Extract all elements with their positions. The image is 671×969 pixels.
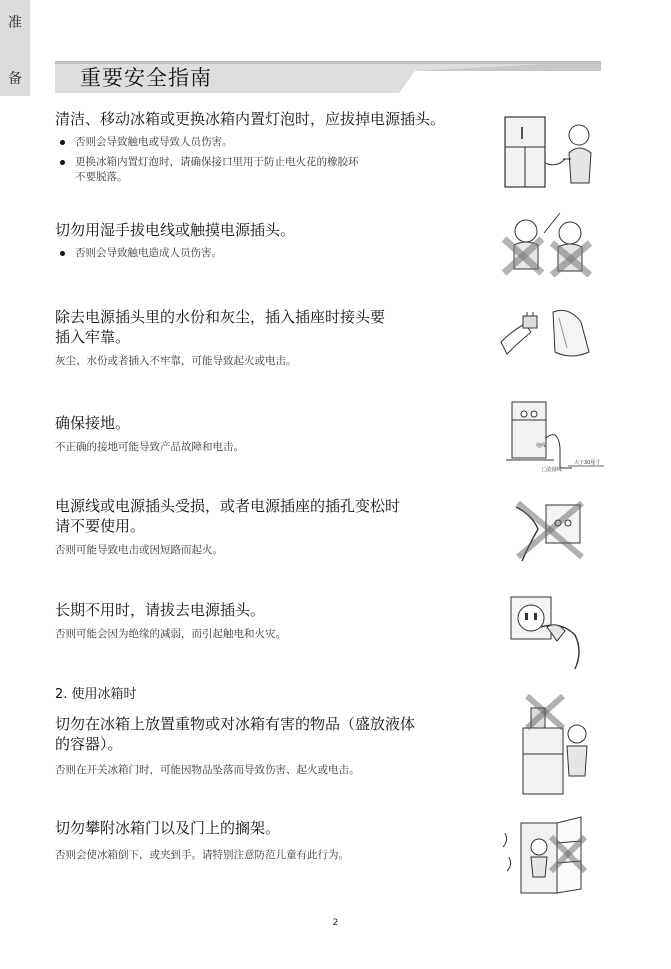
section-title: 除去电源插头里的水份和灰尘，插入插座时接头要 [55, 308, 386, 326]
subsection-heading: 2. 使用冰箱时 [55, 687, 137, 702]
page-number: 2 [332, 918, 339, 928]
section-title: 切勿攀附冰箱门以及门上的搁架。 [55, 819, 281, 837]
section-body: 否则在开关冰箱门时，可能因物品坠落而导致伤害、起火或电击。 [55, 764, 360, 776]
section-body: 灰尘、水份或者插入不牢靠，可能导致起火或电击。 [55, 355, 297, 367]
section-body: 不正确的接地可能导致产品故障和电击。 [55, 441, 244, 453]
ground-wire-label: 地线 [536, 443, 547, 449]
side-tab-char: 备 [8, 71, 22, 87]
section-body: 否则可能导致电击或因短路而起火。 [55, 544, 223, 556]
section-body: 否则可能会因为绝缘的减弱，而引起触电和火灾。 [55, 628, 286, 640]
page-title: 重要安全指南 [80, 66, 212, 90]
ground-type-label: □瓷圆线 [542, 467, 562, 473]
section-title: 清洁、移动冰箱或更换冰箱内置灯泡时，应拔掉电源插头。 [55, 110, 446, 128]
ground-depth-label: 大于30厘寸 [574, 460, 601, 466]
section-title: 切勿在冰箱上放置重物或对冰箱有害的物品（盛放液体 [55, 715, 416, 733]
wet-hands-prohibited-illustration [498, 209, 602, 277]
section-body: 否则会使冰箱倒下，或夹到手。请特别注意防范儿童有此行为。 [55, 849, 349, 861]
side-tab [0, 0, 30, 96]
objects-on-fridge-illustration [507, 694, 601, 798]
section-title-line: 请不要使用。 [55, 517, 146, 535]
clean-plug-illustration [497, 302, 601, 364]
damaged-cord-illustration [508, 495, 598, 567]
section-title: 电源线或电源插头受损，或者电源插座的插孔变松时 [55, 497, 401, 515]
section-title-line: 的容器）。 [55, 735, 123, 753]
climbing-door-illustration [497, 813, 589, 897]
grounding-illustration [506, 398, 610, 476]
fridge-unplug-illustration [497, 113, 601, 191]
section-title-line: 插入牢靠。 [55, 328, 131, 346]
section-title: 确保接地。 [55, 414, 131, 432]
unplug-socket-illustration [505, 591, 591, 677]
section-title: 长期不用时，请拔去电源插头。 [55, 601, 266, 619]
section-title: 切勿用湿手拔电线或触摸电源插头。 [55, 221, 296, 239]
side-tab-char: 准 [8, 15, 22, 31]
